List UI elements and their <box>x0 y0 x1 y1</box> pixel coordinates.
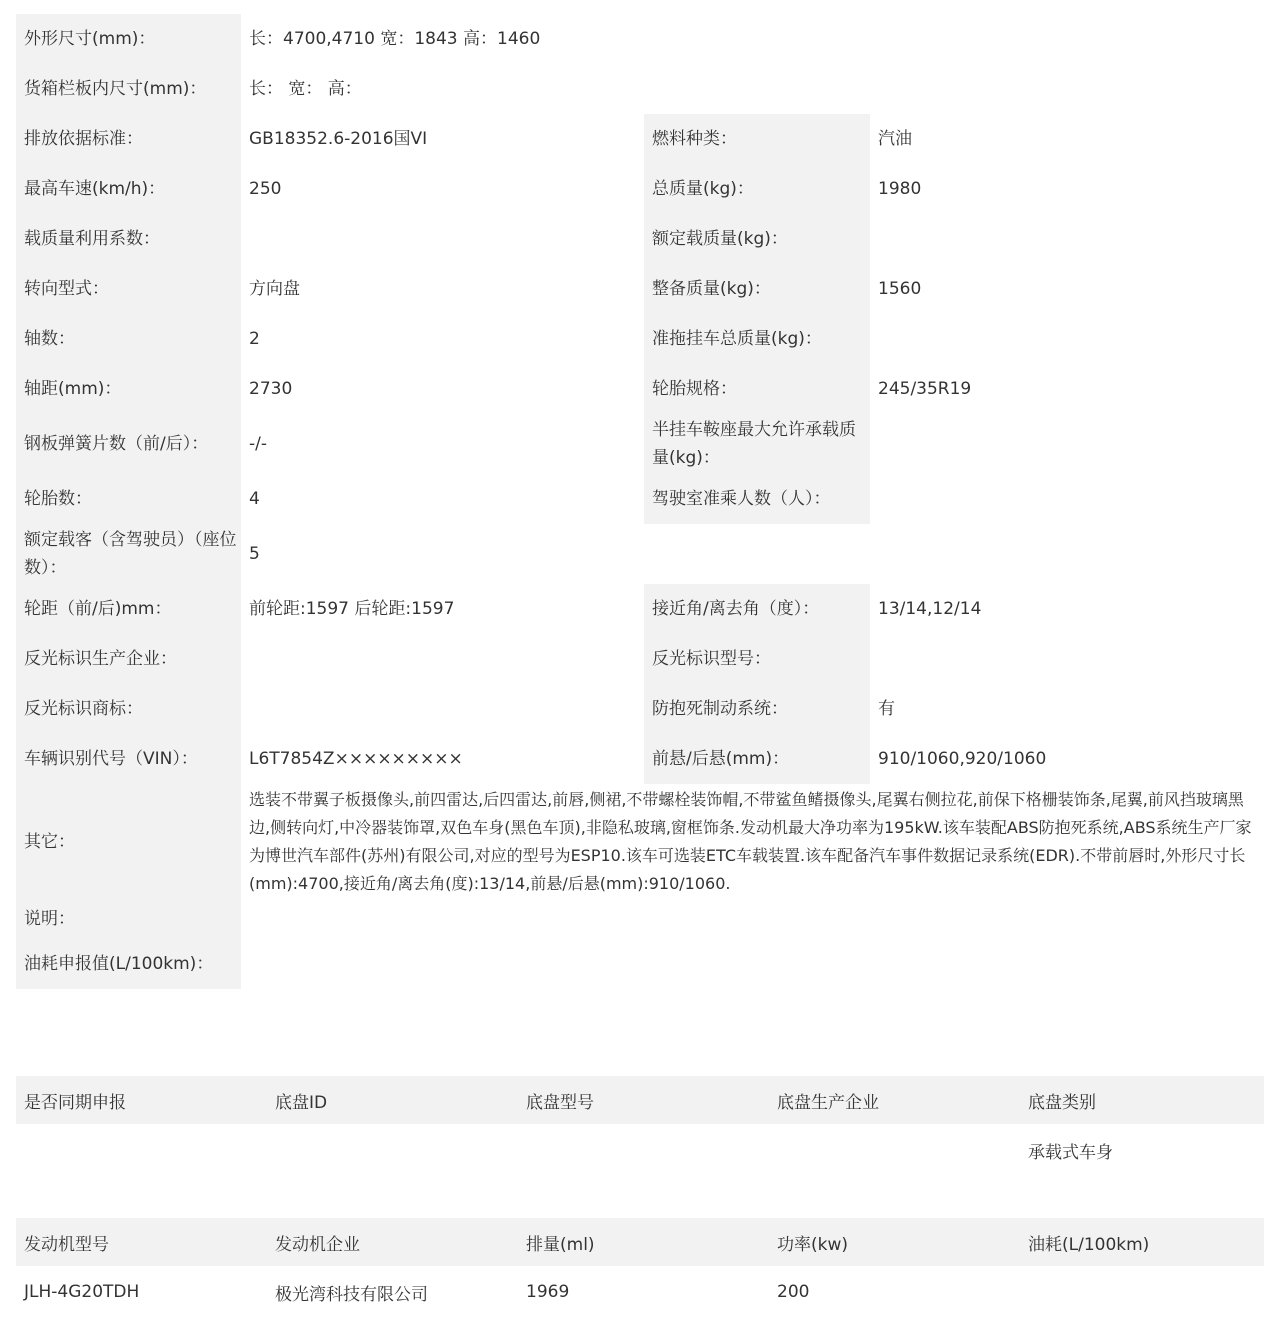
label-wheelbase: 轴距(mm)： <box>16 364 241 414</box>
value-trailer-mass <box>870 314 1264 364</box>
label-rated-load: 额定载质量(kg)： <box>644 214 870 264</box>
engine-table <box>16 1218 1264 1318</box>
label-cab-occupants: 驾驶室准乘人数（人）： <box>644 474 870 524</box>
other-notes-text: 选装不带翼子板摄像头,前四雷达,后四雷达,前唇,侧裙,不带螺栓装饰帽,不带鲨鱼鳍摄像头,尾翼右侧拉花,前保下格栅装饰条,尾翼,前风挡玻璃黑边,侧转向灯,中冷器装饰罩,双色车身(黑色车顶),非隐私玻璃,窗框饰条.发动机最大净功率为195kW.该车装配ABS防抱死系统,ABS系统生产厂家为博世汽车部件(苏州)有限公司,对应的型号为ESP10.该车可选装ETC车载装置.该车配备汽车事件数据记录系统(EDR).不带前唇时,外形尺寸长(mm):4700,接近角/离去角(度):13/14,前悬/后悬(mm):910/1060. <box>249 789 1252 893</box>
label-fuel-type: 燃料种类： <box>644 114 870 164</box>
value-tire-spec: 245/35R19 <box>878 379 972 399</box>
chassis-header-model: 底盘型号 <box>526 1092 594 1113</box>
value-wheelbase: 2730 <box>249 379 293 399</box>
value-track: 前轮距:1597 后轮距:1597 <box>249 599 455 619</box>
value-reflector-model <box>870 634 1264 684</box>
engine-header-displacement: 排量(ml) <box>526 1234 595 1255</box>
label-overhang: 前悬/后悬(mm)： <box>644 734 870 784</box>
engine-cell-power: 200 <box>777 1282 810 1302</box>
value-reflector-maker <box>241 634 644 684</box>
value-approach-angle: 13/14,12/14 <box>878 599 982 619</box>
value-dimensions: 长：4700,4710 宽：1843 高：1460 <box>249 29 541 49</box>
spec-row-vin <box>16 734 1264 784</box>
value-reflector-brand <box>241 684 644 734</box>
spec-row-notes <box>16 899 1264 939</box>
value-cargo-box: 长： 宽： 高： <box>249 79 362 99</box>
engine-header-model: 发动机型号 <box>24 1234 109 1255</box>
label-steering: 转向型式： <box>16 264 241 314</box>
engine-cell-displacement: 1969 <box>526 1282 570 1302</box>
value-max-speed: 250 <box>249 179 282 199</box>
label-trailer-mass: 准拖挂车总质量(kg)： <box>644 314 870 364</box>
value-cab-occupants <box>870 474 1264 524</box>
spec-row-reflector-brand <box>16 684 1264 734</box>
spec-row-wheelbase <box>16 364 1264 414</box>
label-max-speed: 最高车速(km/h)： <box>16 164 241 214</box>
chassis-header-type: 底盘类别 <box>1028 1092 1096 1113</box>
label-dimensions: 外形尺寸(mm)： <box>16 14 241 64</box>
label-seats: 额定载客（含驾驶员）（座位数）： <box>16 524 241 584</box>
label-total-mass: 总质量(kg)： <box>644 164 870 214</box>
value-other <box>241 784 1264 899</box>
value-rated-load <box>870 214 1264 264</box>
value-fuel-type: 汽油 <box>878 129 912 149</box>
label-cargo-box: 货箱栏板内尺寸(mm)： <box>16 64 241 114</box>
table-row <box>16 1124 1264 1176</box>
spec-row-cargo-box <box>16 64 1264 114</box>
chassis-table <box>16 1076 1264 1176</box>
label-curb-mass: 整备质量(kg)： <box>644 264 870 314</box>
spec-row-load-factor <box>16 214 1264 264</box>
engine-header-maker: 发动机企业 <box>275 1234 360 1255</box>
value-saddle-load <box>870 414 1264 474</box>
engine-cell-model: JLH-4G20TDH <box>24 1282 140 1302</box>
value-fuel-consumption <box>241 939 1264 989</box>
spec-row-speed <box>16 164 1264 214</box>
label-leaf-springs: 钢板弹簧片数（前/后）： <box>16 414 241 474</box>
label-vin: 车辆识别代号（VIN）： <box>16 734 241 784</box>
label-load-factor: 载质量利用系数： <box>16 214 241 264</box>
label-track: 轮距（前/后)mm： <box>16 584 241 634</box>
spec-row-emission <box>16 114 1264 164</box>
value-tire-count: 4 <box>249 489 260 509</box>
value-total-mass: 1980 <box>878 179 922 199</box>
value-overhang: 910/1060,920/1060 <box>878 749 1047 769</box>
spec-row-axles <box>16 314 1264 364</box>
value-leaf-springs: -/- <box>249 434 267 454</box>
value-seats: 5 <box>249 544 260 564</box>
value-vin: L6T7854Z××××××××× <box>249 749 463 769</box>
spec-row-other <box>16 784 1264 899</box>
value-abs: 有 <box>878 699 895 719</box>
engine-cell-maker: 极光湾科技有限公司 <box>275 1284 428 1305</box>
chassis-header-maker: 底盘生产企业 <box>777 1092 879 1113</box>
engine-table-header <box>16 1218 1264 1266</box>
label-tire-spec: 轮胎规格： <box>644 364 870 414</box>
chassis-cell-type: 承载式车身 <box>1028 1142 1113 1163</box>
label-reflector-brand: 反光标识商标： <box>16 684 241 734</box>
spec-row-fuel-consumption <box>16 939 1264 989</box>
label-abs: 防抱死制动系统： <box>644 684 870 734</box>
spec-sheet <box>16 14 1264 989</box>
value-notes <box>241 899 1264 939</box>
value-load-factor <box>241 214 644 264</box>
spec-row-track <box>16 584 1264 634</box>
chassis-header-id: 底盘ID <box>275 1092 328 1113</box>
label-approach-angle: 接近角/离去角（度）： <box>644 584 870 634</box>
label-saddle-load: 半挂车鞍座最大允许承载质量(kg)： <box>644 414 870 474</box>
label-notes: 说明： <box>16 899 241 939</box>
chassis-header-same-period: 是否同期申报 <box>24 1092 126 1113</box>
spec-row-reflector-maker <box>16 634 1264 684</box>
engine-header-power: 功率(kw) <box>777 1234 849 1255</box>
label-other: 其它： <box>16 784 241 899</box>
spec-row-seats <box>16 524 1264 584</box>
label-tire-count: 轮胎数： <box>16 474 241 524</box>
spec-row-tire-count <box>16 474 1264 524</box>
engine-header-fuel: 油耗(L/100km) <box>1028 1234 1150 1255</box>
label-fuel-consumption: 油耗申报值(L/100km)： <box>16 939 241 989</box>
value-steering: 方向盘 <box>249 279 300 299</box>
value-curb-mass: 1560 <box>878 279 922 299</box>
spec-row-dimensions <box>16 14 1264 64</box>
spec-row-steering <box>16 264 1264 314</box>
label-axles: 轴数： <box>16 314 241 364</box>
table-row <box>16 1266 1264 1318</box>
value-emission-standard: GB18352.6-2016国VI <box>249 129 428 149</box>
spec-row-leaf-springs <box>16 414 1264 474</box>
value-axles: 2 <box>249 329 260 349</box>
chassis-table-header <box>16 1076 1264 1124</box>
label-emission-standard: 排放依据标准： <box>16 114 241 164</box>
label-reflector-maker: 反光标识生产企业： <box>16 634 241 684</box>
label-reflector-model: 反光标识型号： <box>644 634 870 684</box>
